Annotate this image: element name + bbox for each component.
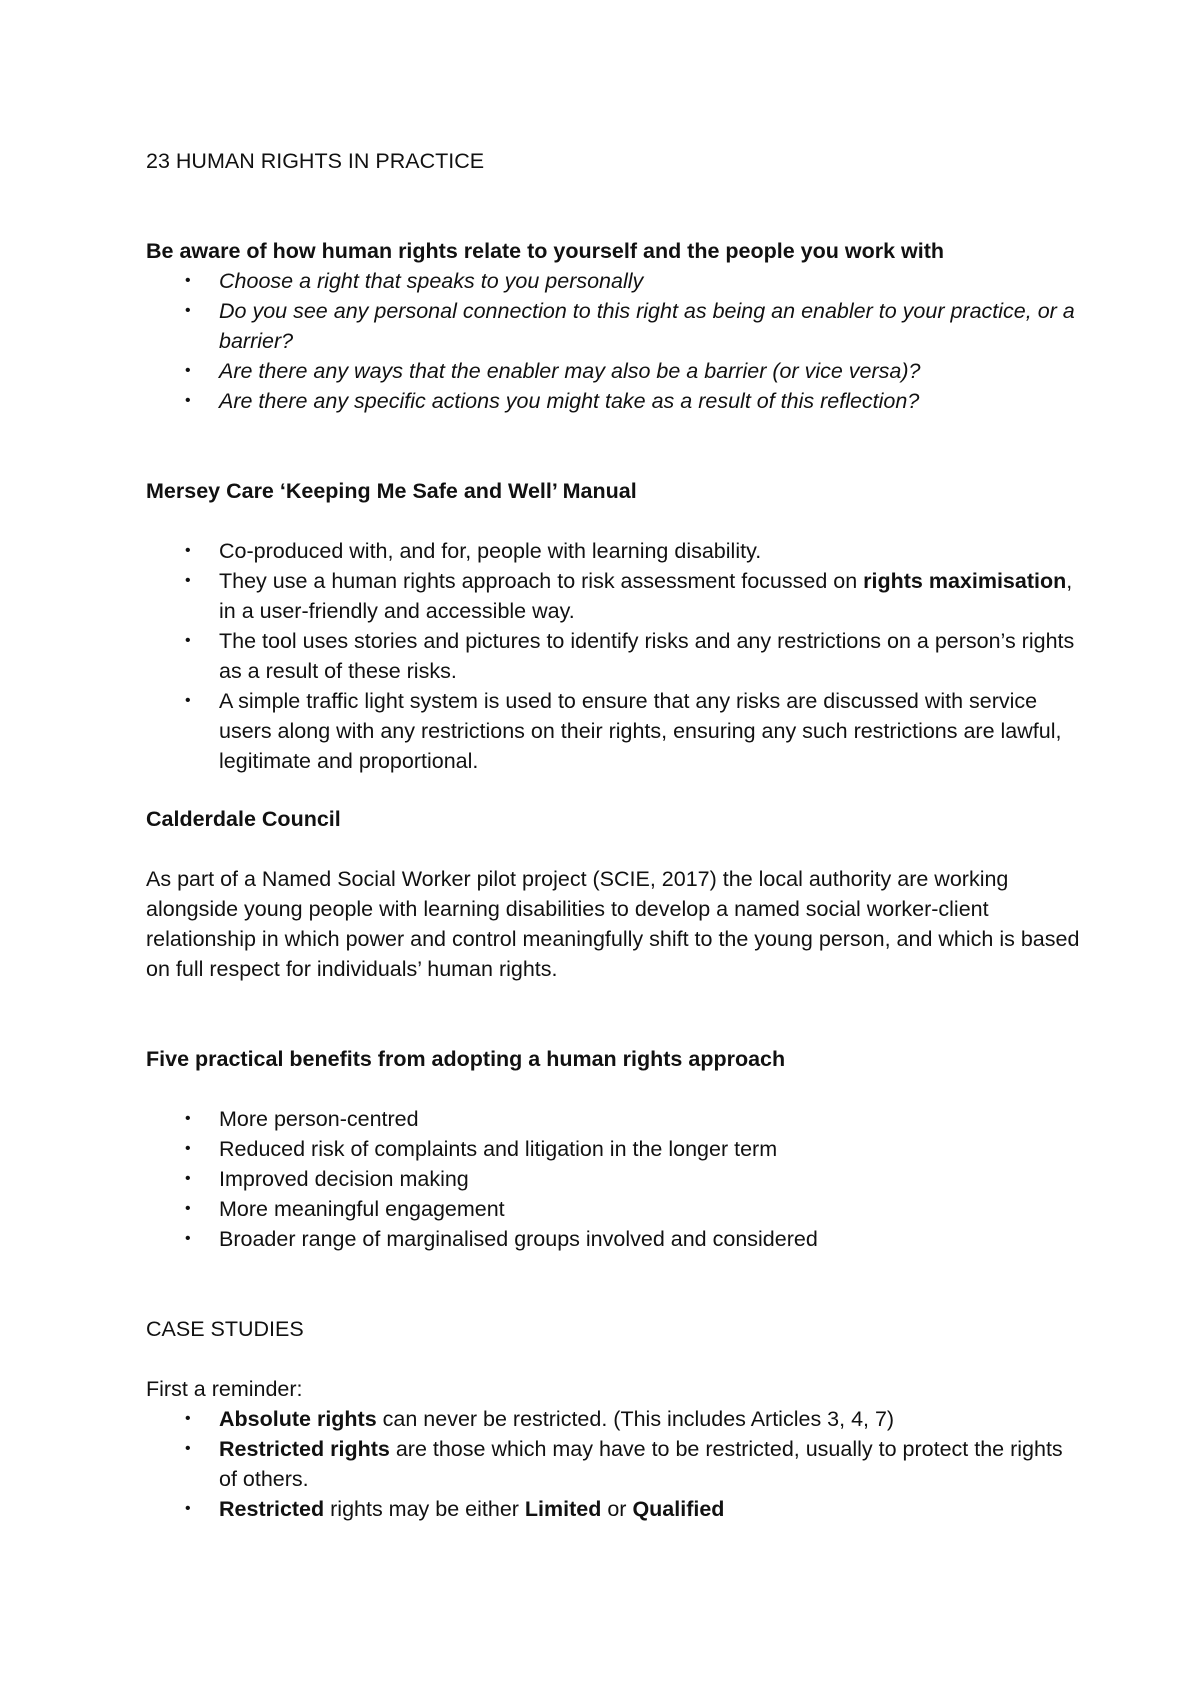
awareness-list (146, 266, 1086, 416)
list-item-emphasis: Absolute rights (219, 1407, 377, 1431)
awareness-heading: Be aware of how human rights relate to yourself and the people you work with (146, 239, 945, 263)
calderdale-heading: Calderdale Council (146, 807, 341, 831)
list-item-emphasis: Limited (524, 1497, 602, 1521)
document-page (146, 146, 1086, 1524)
list-item (146, 566, 1086, 626)
list-item: • Are there any specific actions you might take as a result of this reflection? (146, 386, 1086, 416)
list-item-text: They use a human rights approach to risk assessment focussed on (219, 569, 864, 593)
list-item-emphasis: rights maximisation (863, 569, 1067, 593)
list-item-text: , in a user-friendly and accessible way. (219, 569, 1073, 623)
spacer (146, 984, 1086, 1044)
spacer (146, 834, 1086, 864)
list-item: • The tool uses stories and pictures to identify risks and any restrictions on a person’s rights as a result of these risks. (146, 626, 1086, 686)
spacer (146, 776, 1086, 804)
list-item: • Improved decision making (146, 1164, 1086, 1194)
list-item-text: are those which may have to be restricted, usually to protect the rights of others. (219, 1437, 1063, 1491)
list-item: • Broader range of marginalised groups involved and considered (146, 1224, 1086, 1254)
document-title: 23 HUMAN RIGHTS IN PRACTICE (146, 149, 485, 173)
list-item (146, 1434, 1086, 1494)
list-item-emphasis: Qualified (632, 1497, 725, 1521)
list-item-emphasis: Restricted rights (219, 1437, 390, 1461)
list-item-text: or (601, 1497, 633, 1521)
spacer (146, 1254, 1086, 1314)
spacer (146, 416, 1086, 476)
list-item-text: rights may be either (324, 1497, 525, 1521)
list-item: • Do you see any personal connection to this right as being an enabler to your practice, or a barrier? (146, 296, 1086, 356)
list-item: • A simple traffic light system is used to ensure that any risks are discussed with service users along with any restrictions on their rights, ensuring any such restrictions are lawful, legitimate and proportional. (146, 686, 1086, 776)
mersey-list (146, 536, 1086, 776)
rights-list (146, 1404, 1086, 1524)
benefits-list (146, 1104, 1086, 1254)
case-studies-heading: CASE STUDIES (146, 1317, 304, 1341)
list-item (146, 1494, 1086, 1524)
list-item (146, 1404, 1086, 1434)
list-item: • Choose a right that speaks to you personally (146, 266, 1086, 296)
list-item: • More meaningful engagement (146, 1194, 1086, 1224)
spacer (146, 506, 1086, 536)
spacer (146, 176, 1086, 236)
spacer (146, 1344, 1086, 1374)
mersey-heading: Mersey Care ‘Keeping Me Safe and Well’ Manual (146, 479, 637, 503)
list-item: • Reduced risk of complaints and litigation in the longer term (146, 1134, 1086, 1164)
list-item: • Co-produced with, and for, people with learning disability. (146, 536, 1086, 566)
case-studies-intro: First a reminder: (146, 1377, 303, 1401)
benefits-heading: Five practical benefits from adopting a human rights approach (146, 1047, 786, 1071)
calderdale-paragraph: As part of a Named Social Worker pilot project (SCIE, 2017) the local authority are working alongside young people with learning disabilities to develop a named social worker-client relationship in which power and control meaningfully shift to the young person, and which is based on full respect for individuals’ human rights. (146, 867, 1080, 981)
list-item-text: can never be restricted. (This includes Articles 3, 4, 7) (376, 1407, 895, 1431)
spacer (146, 1074, 1086, 1104)
list-item-emphasis: Restricted (219, 1497, 325, 1521)
list-item: • Are there any ways that the enabler may also be a barrier (or vice versa)? (146, 356, 1086, 386)
list-item: • More person-centred (146, 1104, 1086, 1134)
